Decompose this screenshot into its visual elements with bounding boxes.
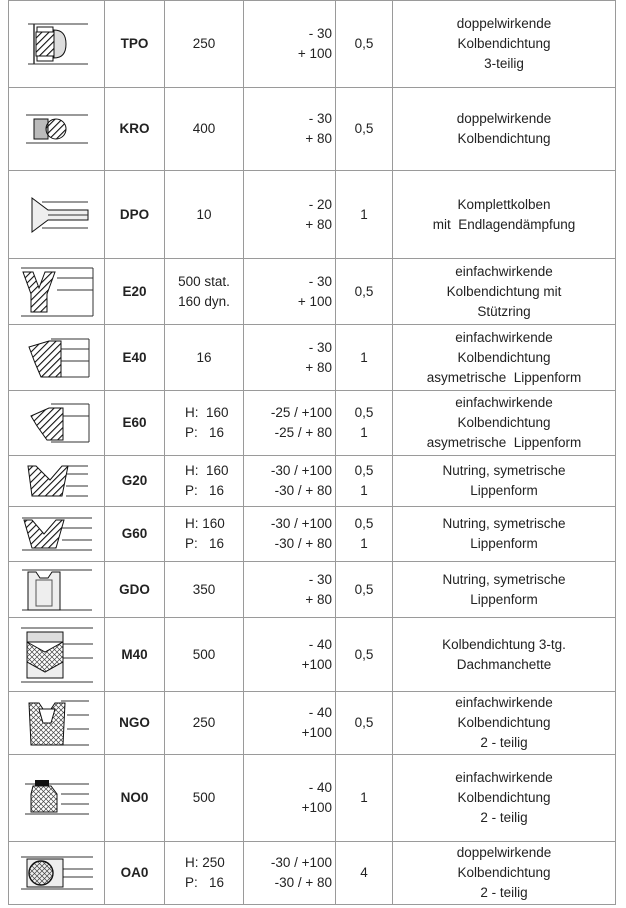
temperature-range: - 30 + 100	[244, 259, 336, 325]
temperature-range: - 40 +100	[244, 755, 336, 842]
temperature-range: -30 / +100 -30 / + 80	[244, 456, 336, 507]
speed-value: 1	[336, 325, 393, 391]
seal-description: Nutring, symetrische Lippenform	[393, 562, 616, 618]
seal-description: Kolbendichtung 3-tg. Dachmanchette	[393, 618, 616, 692]
pressure-value: 250	[165, 692, 244, 755]
seal-image-cell	[9, 391, 105, 456]
seal-image-cell	[9, 692, 105, 755]
ngo-seal-profile-icon	[21, 695, 93, 751]
g20-seal-profile-icon	[22, 462, 92, 500]
seal-description: Nutring, symetrische Lippenform	[393, 456, 616, 507]
pressure-value: 500	[165, 755, 244, 842]
pressure-value: H: 250 P: 16	[165, 842, 244, 905]
pressure-value: H: 160 P: 16	[165, 391, 244, 456]
seal-code: NO0	[105, 755, 165, 842]
seal-table	[8, 0, 616, 905]
seal-code: M40	[105, 618, 165, 692]
seal-code: TPO	[105, 1, 165, 88]
table-row	[9, 755, 616, 842]
temperature-range: - 30 + 80	[244, 562, 336, 618]
pressure-value: H: 160 P: 16	[165, 456, 244, 507]
temperature-range: - 30 + 100	[244, 1, 336, 88]
seal-image-cell	[9, 618, 105, 692]
table-row	[9, 1, 616, 88]
speed-value: 1	[336, 171, 393, 259]
seal-description: einfachwirkende Kolbendichtung asymetrische Lippenform	[393, 325, 616, 391]
speed-value: 0,5	[336, 1, 393, 88]
speed-value: 0,5 1	[336, 507, 393, 562]
pressure-value: 10	[165, 171, 244, 259]
no0-seal-profile-icon	[21, 774, 93, 822]
table-row	[9, 391, 616, 456]
pressure-value: 500 stat. 160 dyn.	[165, 259, 244, 325]
temperature-range: -30 / +100 -30 / + 80	[244, 507, 336, 562]
seal-code: E40	[105, 325, 165, 391]
table-row	[9, 618, 616, 692]
temperature-range: -30 / +100 -30 / + 80	[244, 842, 336, 905]
seal-code: GDO	[105, 562, 165, 618]
seal-description: einfachwirkende Kolbendichtung 2 - teilig	[393, 755, 616, 842]
seal-description: doppelwirkende Kolbendichtung 3-teilig	[393, 1, 616, 88]
table-row	[9, 842, 616, 905]
g60-seal-profile-icon	[18, 514, 96, 554]
dpo-seal-profile-icon	[22, 192, 92, 238]
e40-seal-profile-icon	[21, 333, 93, 383]
table-row	[9, 325, 616, 391]
seal-description: einfachwirkende Kolbendichtung mit Stützring	[393, 259, 616, 325]
seal-description: Komplettkolben mit Endlagendämpfung	[393, 171, 616, 259]
temperature-range: -25 / +100 -25 / + 80	[244, 391, 336, 456]
gdo-seal-profile-icon	[18, 566, 96, 614]
speed-value: 0,5	[336, 88, 393, 171]
table-row	[9, 692, 616, 755]
table-row	[9, 562, 616, 618]
speed-value: 0,5	[336, 562, 393, 618]
seal-image-cell	[9, 456, 105, 507]
temperature-range: - 30 + 80	[244, 325, 336, 391]
speed-value: 1	[336, 755, 393, 842]
e60-seal-profile-icon	[21, 398, 93, 448]
speed-value: 0,5	[336, 618, 393, 692]
temperature-range: - 30 + 80	[244, 88, 336, 171]
speed-value: 0,5	[336, 259, 393, 325]
seal-description: doppelwirkende Kolbendichtung 2 - teilig	[393, 842, 616, 905]
speed-value: 4	[336, 842, 393, 905]
seal-image-cell	[9, 507, 105, 562]
pressure-value: 250	[165, 1, 244, 88]
seal-code: E20	[105, 259, 165, 325]
seal-image-cell	[9, 755, 105, 842]
seal-code: E60	[105, 391, 165, 456]
seal-description: einfachwirkende Kolbendichtung asymetrische Lippenform	[393, 391, 616, 456]
table-row	[9, 507, 616, 562]
seal-image-cell	[9, 88, 105, 171]
table-row	[9, 259, 616, 325]
temperature-range: - 20 + 80	[244, 171, 336, 259]
table-row	[9, 88, 616, 171]
tpo-seal-profile-icon	[22, 16, 92, 72]
speed-value: 0,5 1	[336, 456, 393, 507]
seal-description: doppelwirkende Kolbendichtung	[393, 88, 616, 171]
seal-image-cell	[9, 842, 105, 905]
kro-seal-profile-icon	[22, 109, 92, 149]
seal-code: G60	[105, 507, 165, 562]
oa0-seal-profile-icon	[17, 851, 97, 895]
seal-code: G20	[105, 456, 165, 507]
pressure-value: 400	[165, 88, 244, 171]
seal-image-cell	[9, 259, 105, 325]
seal-description: einfachwirkende Kolbendichtung 2 - teilig	[393, 692, 616, 755]
pressure-value: 500	[165, 618, 244, 692]
seal-image-cell	[9, 562, 105, 618]
speed-value: 0,5 1	[336, 391, 393, 456]
temperature-range: - 40 +100	[244, 618, 336, 692]
pressure-value: 16	[165, 325, 244, 391]
speed-value: 0,5	[336, 692, 393, 755]
e20-seal-profile-icon	[17, 264, 97, 320]
seal-description: Nutring, symetrische Lippenform	[393, 507, 616, 562]
seal-image-cell	[9, 1, 105, 88]
seal-code: OA0	[105, 842, 165, 905]
seal-code: DPO	[105, 171, 165, 259]
temperature-range: - 40 +100	[244, 692, 336, 755]
table-row	[9, 456, 616, 507]
pressure-value: 350	[165, 562, 244, 618]
seal-image-cell	[9, 171, 105, 259]
pressure-value: H: 160 P: 16	[165, 507, 244, 562]
table-row	[9, 171, 616, 259]
seal-image-cell	[9, 325, 105, 391]
seal-code: NGO	[105, 692, 165, 755]
m40-seal-profile-icon	[17, 622, 97, 688]
seal-code: KRO	[105, 88, 165, 171]
